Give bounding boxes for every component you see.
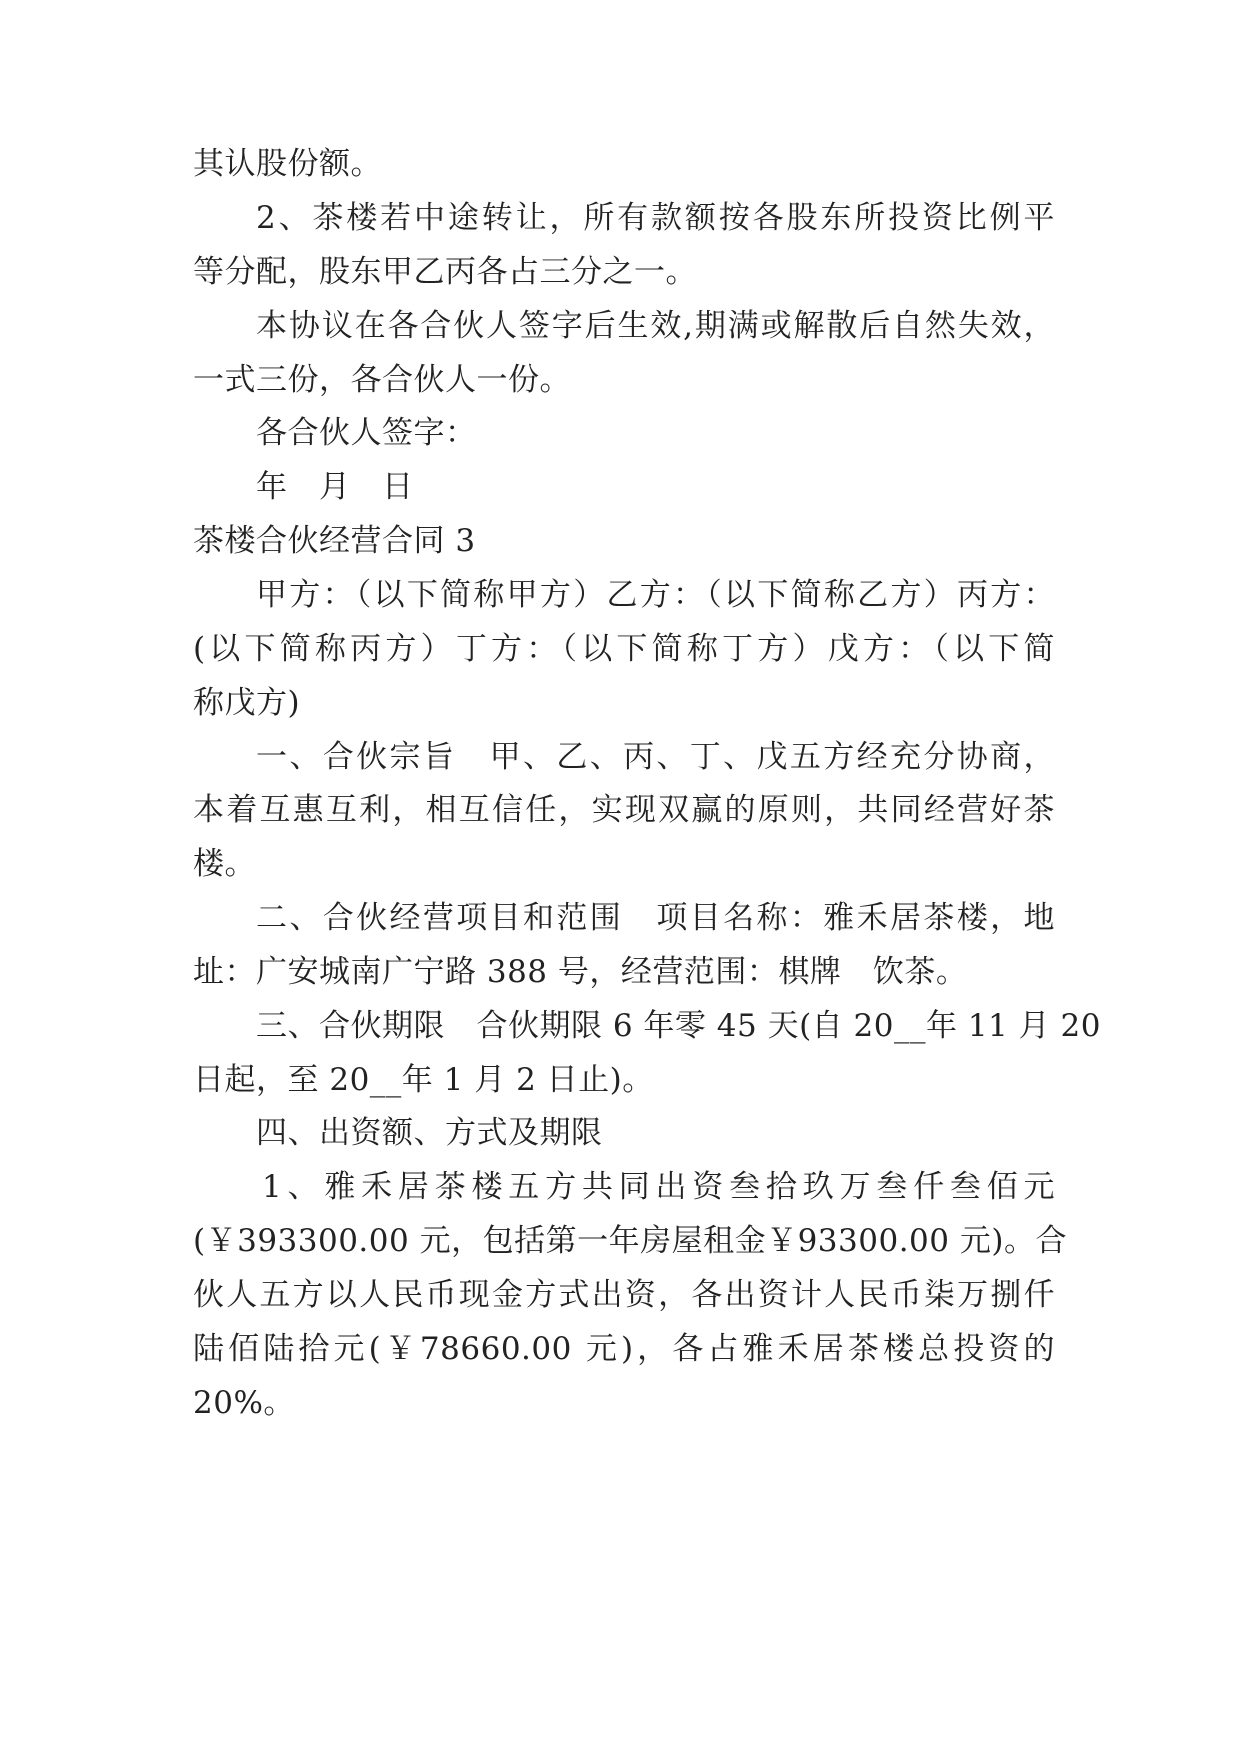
paragraph-line: 等分配，股东甲乙丙各占三分之一。 — [193, 254, 697, 290]
paragraph-line: 楼。 — [193, 846, 256, 882]
paragraph-line: 陆佰陆拾元(￥78660.00 元)，各占雅禾居茶楼总投资的 — [193, 1331, 1055, 1367]
paragraph-line: 一式三份，各合伙人一份。 — [193, 362, 571, 398]
paragraph-line: 址：广安城南广宁路 388 号，经营范围：棋牌 饮茶。 — [193, 954, 968, 990]
paragraph-line: 本着互惠互利，相互信任，实现双赢的原则，共同经营好茶 — [193, 792, 1055, 828]
paragraph-line: 三、合伙期限 合伙期限 6 年零 45 天(自 20__年 11 月 20 — [256, 1008, 1101, 1044]
paragraph-line: 称戊方) — [193, 685, 301, 721]
paragraph-line: 1、雅禾居茶楼五方共同出资叁拾玖万叁仟叁佰元 — [262, 1169, 1055, 1205]
paragraph-line: 一、合伙宗旨 甲、乙、丙、丁、戊五方经充分协商， — [256, 739, 1055, 775]
paragraph-line: 2、茶楼若中途转让，所有款额按各股东所投资比例平 — [256, 200, 1055, 236]
paragraph-line: 其认股份额。 — [193, 146, 382, 182]
paragraph-line: (以下简称丙方）丁方：（以下简称丁方）戊方：（以下简 — [193, 631, 1055, 667]
paragraph-line: 甲方：（以下简称甲方）乙方：（以下简称乙方）丙方： — [256, 577, 1055, 613]
section-title: 茶楼合伙经营合同 3 — [193, 523, 476, 559]
paragraph-line: (￥393300.00 元，包括第一年房屋租金￥93300.00 元)。合 — [193, 1223, 1067, 1259]
paragraph-line: 二、合伙经营项目和范围 项目名称：雅禾居茶楼，地 — [256, 900, 1055, 936]
signature-label: 各合伙人签字： — [256, 415, 477, 451]
date-line: 年 月 日 — [256, 469, 414, 505]
section-heading: 四、出资额、方式及期限 — [256, 1115, 603, 1151]
paragraph-line: 20%。 — [193, 1385, 295, 1421]
paragraph-line: 伙人五方以人民币现金方式出资，各出资计人民币柒万捌仟 — [193, 1277, 1055, 1313]
paragraph-line: 本协议在各合伙人签字后生效,期满或解散后自然失效， — [256, 308, 1055, 344]
paragraph-line: 日起，至 20__年 1 月 2 日止)。 — [193, 1062, 654, 1098]
